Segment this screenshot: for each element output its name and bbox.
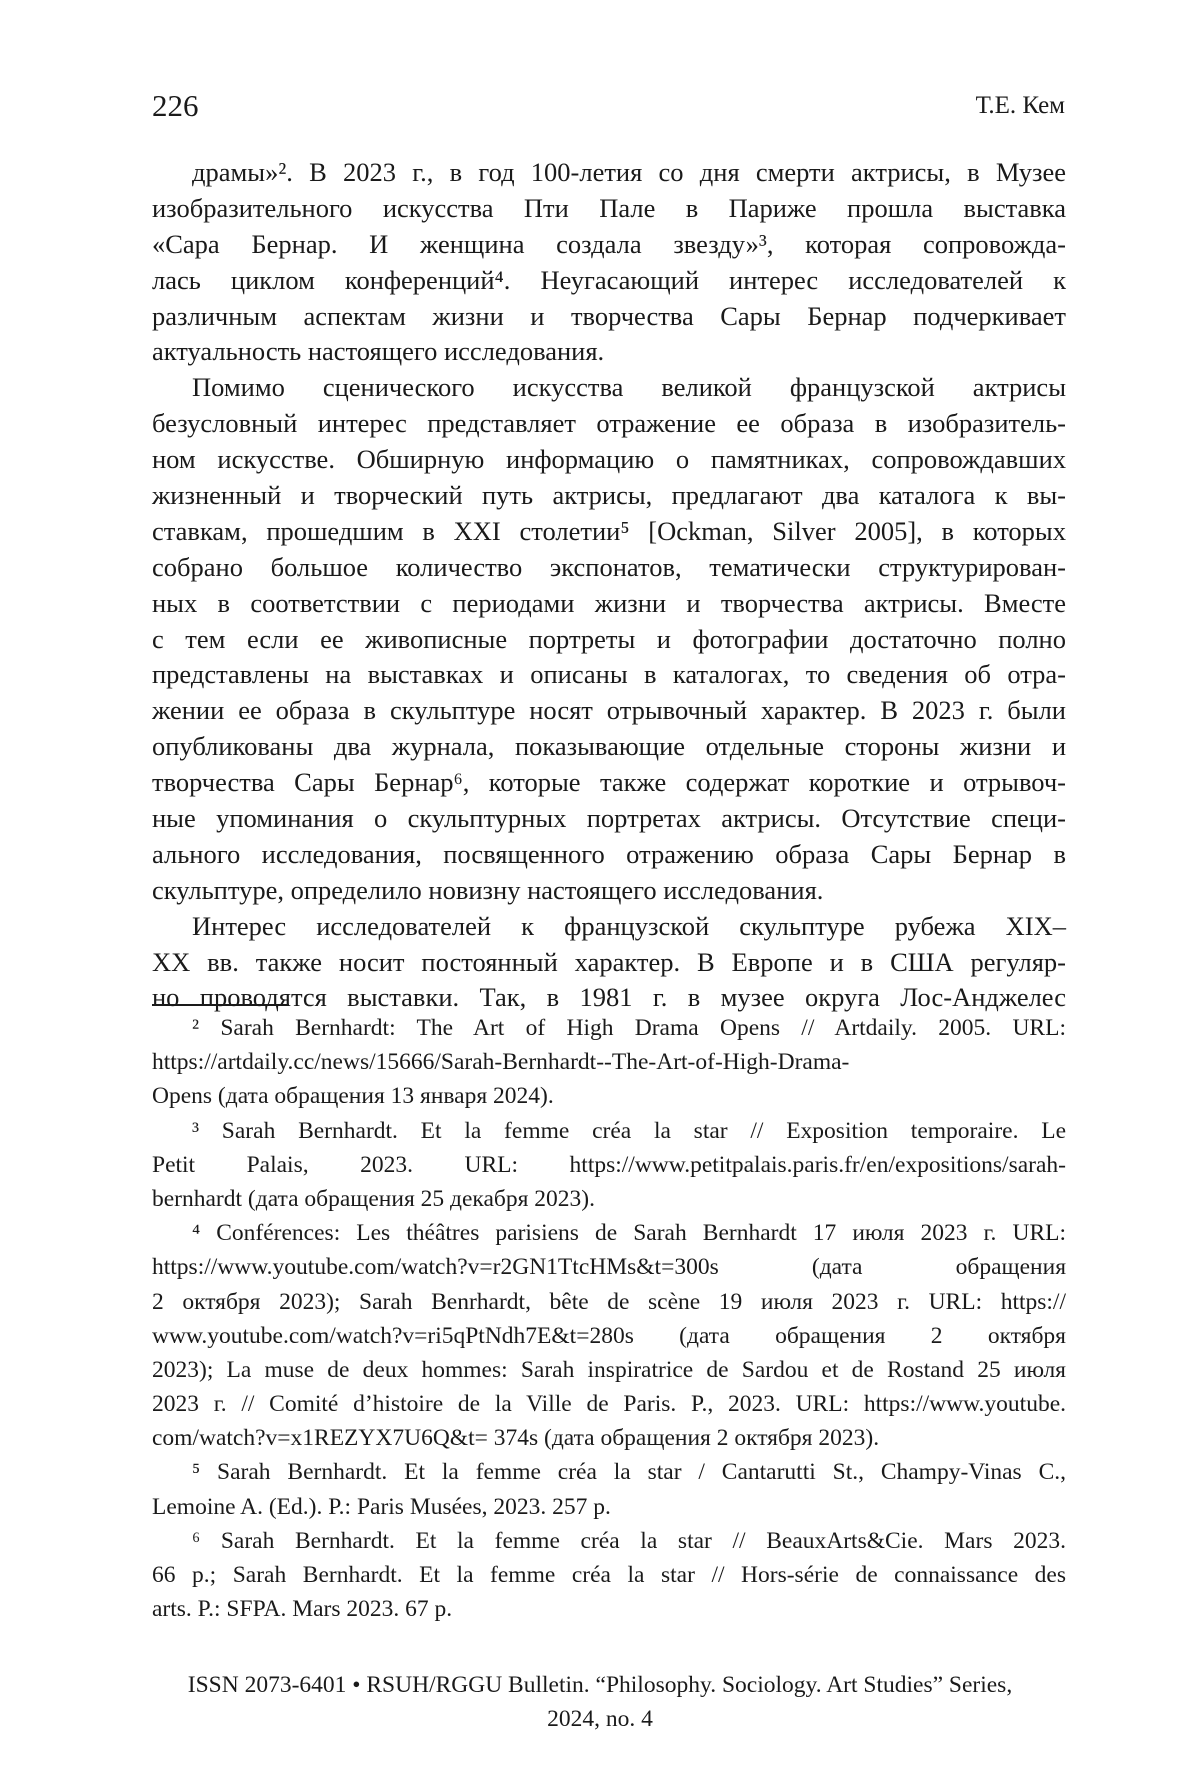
text-line: изобразительного искусства Пти Пале в Париже прошла выставка <box>152 191 1066 227</box>
text-line: различным аспектам жизни и творчества Сары Бернар подчеркивает <box>152 299 1066 335</box>
text-line: ⁶ Sarah Bernhardt. Et la femme créa la star // BeauxArts&Cie. Mars 2023. <box>152 1524 1066 1558</box>
paragraph <box>152 155 1066 370</box>
footer-line-1: ISSN 2073-6401 • RSUH/RGGU Bulletin. “Philosophy. Sociology. Art Studies” Series, <box>0 1668 1200 1702</box>
text-line: ² Sarah Bernhardt: The Art of High Drama Opens // Artdaily. 2005. URL: <box>152 1011 1066 1045</box>
text-line: 2023 г. // Comité d’histoire de la Ville de Paris. P., 2023. URL: https://www.youtube. <box>152 1387 1066 1421</box>
page-number: 226 <box>152 88 199 124</box>
footnote <box>152 1216 1066 1455</box>
text-line: ставкам, прошедшим в XXI столетии⁵ [Ockman, Silver 2005], в которых <box>152 514 1066 550</box>
text-line: Petit Palais, 2023. URL: https://www.petitpalais.paris.fr/en/expositions/sarah- <box>152 1148 1066 1182</box>
text-line: XX вв. также носит постоянный характер. В Европе и в США регуляр- <box>152 945 1066 981</box>
text-line: ального исследования, посвященного отражению образа Сары Бернар в <box>152 837 1066 873</box>
text-line: лась циклом конференций⁴. Неугасающий интерес исследователей к <box>152 263 1066 299</box>
text-line: https://www.youtube.com/watch?v=r2GN1TtcHMs&t=300s (дата обращения <box>152 1250 1066 1284</box>
text-line: 2023); La muse de deux hommes: Sarah inspiratrice de Sardou et de Rostand 25 июля <box>152 1353 1066 1387</box>
footnote-divider <box>152 1004 289 1006</box>
body-text <box>152 155 1066 1016</box>
text-line: творчества Сары Бернар⁶, которые также содержат короткие и отрывоч- <box>152 765 1066 801</box>
paragraph <box>152 909 1066 1017</box>
text-line: Помимо сценического искусства великой французской актрисы <box>152 370 1066 406</box>
text-line: ⁴ Conférences: Les théâtres parisiens de Sarah Bernhardt 17 июля 2023 г. URL: <box>152 1216 1066 1250</box>
text-line: https://artdaily.cc/news/15666/Sarah-Bernhardt--The-Art-of-High-Drama- <box>152 1045 1066 1079</box>
text-line: 2 октября 2023); Sarah Benrhardt, bête de scène 19 июля 2023 г. URL: https:// <box>152 1285 1066 1319</box>
text-line: ном искусстве. Обширную информацию о памятниках, сопровождавших <box>152 442 1066 478</box>
text-line: скульптуре, определило новизну настоящего исследования. <box>152 873 1066 909</box>
text-line: жизненный и творческий путь актрисы, предлагают два каталога к вы- <box>152 478 1066 514</box>
text-line: Интерес исследователей к французской скульптуре рубежа XIX– <box>152 909 1066 945</box>
text-line: жении ее образа в скульптуре носят отрывочный характер. В 2023 г. были <box>152 693 1066 729</box>
footer-line-2: 2024, no. 4 <box>0 1702 1200 1736</box>
footnote <box>152 1114 1066 1217</box>
text-line: драмы»². В 2023 г., в год 100-летия со дня смерти актрисы, в Музее <box>152 155 1066 191</box>
footnote <box>152 1011 1066 1114</box>
paragraph <box>152 370 1066 908</box>
journal-footer <box>0 1668 1200 1736</box>
text-line: актуальность настоящего исследования. <box>152 334 1066 370</box>
text-line: безусловный интерес представляет отражение ее образа в изобразитель- <box>152 406 1066 442</box>
text-line: ные упоминания о скульптурных портретах актрисы. Отсутствие специ- <box>152 801 1066 837</box>
footnote <box>152 1524 1066 1627</box>
text-line: www.youtube.com/watch?v=ri5qPtNdh7E&t=280s (дата обращения 2 октября <box>152 1319 1066 1353</box>
text-line: ³ Sarah Bernhardt. Et la femme créa la star // Exposition temporaire. Le <box>152 1114 1066 1148</box>
text-line: Opens (дата обращения 13 января 2024). <box>152 1079 1066 1113</box>
text-line: «Сара Бернар. И женщина создала звезду»³, которая сопровожда- <box>152 227 1066 263</box>
text-line: с тем если ее живописные портреты и фотографии достаточно полно <box>152 622 1066 658</box>
running-head-author: Т.Е. Кем <box>976 92 1065 120</box>
text-line: 66 p.; Sarah Bernhardt. Et la femme créa la star // Hors-série de connaissance des <box>152 1558 1066 1592</box>
text-line: bernhardt (дата обращения 25 декабря 2023). <box>152 1182 1066 1216</box>
text-line: ных в соответствии с периодами жизни и творчества актрисы. Вместе <box>152 586 1066 622</box>
text-line: arts. P.: SFPA. Mars 2023. 67 p. <box>152 1592 1066 1626</box>
text-line: но проводятся выставки. Так, в 1981 г. в музее округа Лос-Анджелес <box>152 980 1066 1016</box>
footnotes <box>152 1011 1066 1626</box>
text-line: Lemoine A. (Ed.). P.: Paris Musées, 2023. 257 p. <box>152 1490 1066 1524</box>
text-line: com/watch?v=x1REZYX7U6Q&t= 374s (дата обращения 2 октября 2023). <box>152 1421 1066 1455</box>
text-line: представлены на выставках и описаны в каталогах, то сведения об отра- <box>152 657 1066 693</box>
text-line: собрано большое количество экспонатов, тематически структурирован- <box>152 550 1066 586</box>
text-line: ⁵ Sarah Bernhardt. Et la femme créa la star / Cantarutti St., Champy-Vinas C., <box>152 1455 1066 1489</box>
text-line: опубликованы два журнала, показывающие отдельные стороны жизни и <box>152 729 1066 765</box>
footnote <box>152 1455 1066 1523</box>
